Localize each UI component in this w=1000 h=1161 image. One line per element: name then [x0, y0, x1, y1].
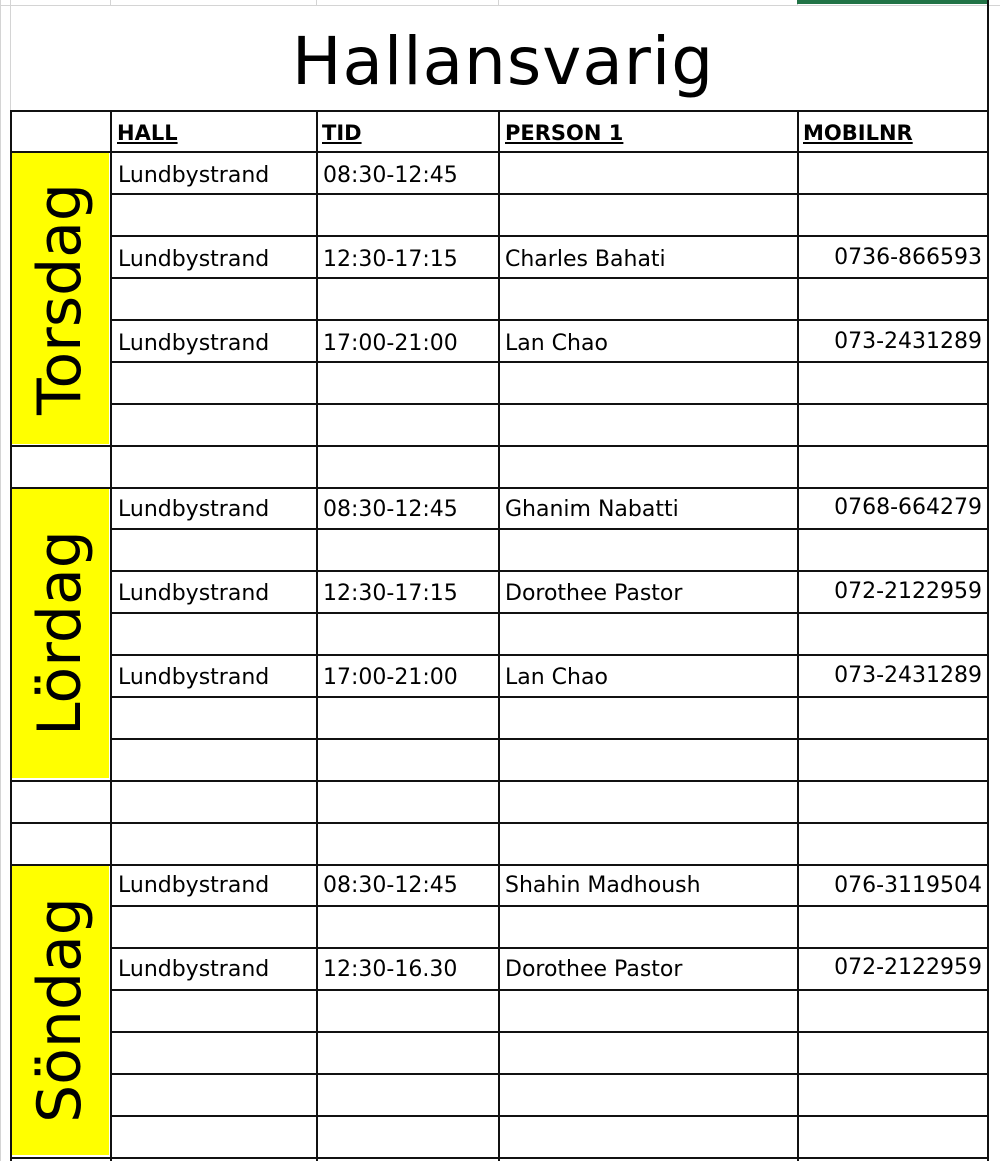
cell-person[interactable]: Ghanim Nabatti: [505, 497, 679, 522]
cell-mobil[interactable]: 0768-664279: [834, 495, 982, 520]
table-border-line: [110, 947, 988, 949]
cell-person[interactable]: Lan Chao: [505, 665, 608, 690]
cell-mobil[interactable]: [800, 154, 982, 196]
cell-hall[interactable]: Lundbystrand: [118, 331, 270, 356]
cell-tid[interactable]: 08:30-12:45: [323, 497, 458, 522]
header-person[interactable]: PERSON 1: [505, 121, 624, 145]
day-cell-torsdag[interactable]: [11, 153, 109, 444]
cell-hall[interactable]: Lundbystrand: [118, 247, 270, 272]
cell-person[interactable]: Charles Bahati: [505, 247, 666, 272]
table-border-line: [110, 696, 988, 698]
table-border-line: [110, 654, 988, 656]
day-label: Lördag: [25, 529, 95, 736]
table-border-line: [498, 110, 500, 1161]
table-border-line: [110, 403, 988, 405]
cell-hall[interactable]: Lundbystrand: [118, 665, 270, 690]
cell-mobil[interactable]: 073-2431289: [834, 663, 982, 688]
cell-tid[interactable]: 17:00-21:00: [323, 665, 458, 690]
table-border-line: [110, 612, 988, 614]
page-title: Hallansvarig: [291, 23, 715, 100]
day-cell-sondag[interactable]: [11, 864, 109, 1155]
cell-mobil[interactable]: 073-2431289: [834, 329, 982, 354]
table-border-line: [110, 1073, 988, 1075]
gridline: [0, 0, 1, 1161]
cell-person[interactable]: Lan Chao: [505, 331, 608, 356]
cell-person[interactable]: Dorothee Pastor: [505, 957, 683, 982]
cell-hall[interactable]: Lundbystrand: [118, 957, 270, 982]
table-border-line: [987, 0, 989, 1161]
cell-hall[interactable]: Lundbystrand: [118, 163, 270, 188]
cell-mobil[interactable]: 076-3119504: [834, 873, 982, 898]
table-border-line: [797, 110, 799, 1161]
day-label: Torsdag: [25, 182, 95, 415]
cell-hall[interactable]: Lundbystrand: [118, 873, 270, 898]
cell-person[interactable]: Dorothee Pastor: [505, 581, 683, 606]
table-border-line: [110, 1031, 988, 1033]
table-border-line: [110, 738, 988, 740]
table-border-line: [316, 110, 318, 1161]
table-border-line: [10, 110, 12, 1161]
table-border-line: [110, 319, 988, 321]
header-hall[interactable]: HALL: [117, 121, 178, 145]
table-border-line: [110, 193, 988, 195]
table-border-line: [110, 905, 988, 907]
header-tid[interactable]: TID: [322, 121, 362, 145]
cell-person[interactable]: Shahin Madhoush: [505, 873, 701, 898]
day-cell-lordag[interactable]: [11, 487, 109, 778]
cell-mobil[interactable]: 0736-866593: [834, 245, 982, 270]
table-border-line: [110, 528, 988, 530]
cell-hall[interactable]: Lundbystrand: [118, 497, 270, 522]
cell-mobil[interactable]: 072-2122959: [834, 579, 982, 604]
cell-mobil[interactable]: 072-2122959: [834, 955, 982, 980]
cell-tid[interactable]: 08:30-12:45: [323, 163, 458, 188]
cell-tid[interactable]: 12:30-17:15: [323, 581, 458, 606]
cell-tid[interactable]: 12:30-17:15: [323, 247, 458, 272]
header-mobil[interactable]: MOBILNR: [803, 121, 913, 145]
cell-tid[interactable]: 08:30-12:45: [323, 873, 458, 898]
cell-tid[interactable]: 17:00-21:00: [323, 331, 458, 356]
table-border-line: [110, 361, 988, 363]
table-border-line: [110, 110, 112, 1161]
title-cell[interactable]: [0, 0, 1000, 111]
table-border-line: [110, 277, 988, 279]
table-border-line: [110, 989, 988, 991]
table-border-line: [110, 235, 988, 237]
cell-hall[interactable]: Lundbystrand: [118, 581, 270, 606]
day-label: Söndag: [25, 896, 95, 1123]
table-border-line: [110, 1115, 988, 1117]
cell-tid[interactable]: 12:30-16.30: [323, 957, 458, 982]
cell-person[interactable]: [505, 154, 795, 196]
table-border-line: [110, 570, 988, 572]
